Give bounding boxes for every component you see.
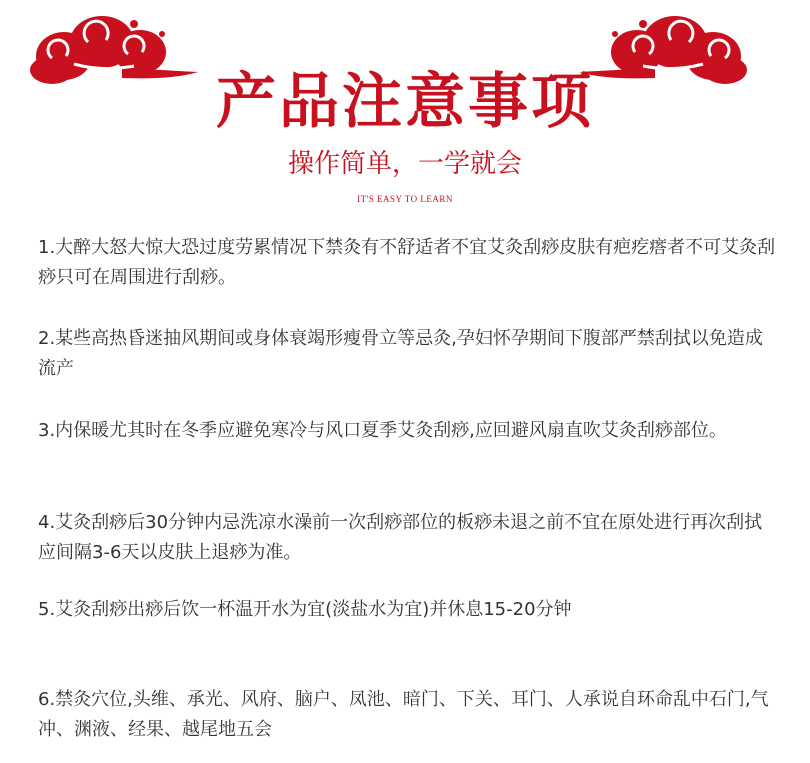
note-item-4: 4.艾灸刮痧后30分钟内忌洗凉水澡前一次刮痧部位的板痧未退之前不宜在原处进行再次刮拭应间隔3-6天以皮肤上退痧为准。 (38, 512, 763, 563)
english-tagline: IT'S EASY TO LEARN (357, 194, 453, 204)
page-title: 产品注意事项 (216, 67, 594, 137)
page-subtitle: 操作简单，一学就会 (287, 149, 522, 179)
note-item-5: 5.艾灸刮痧出痧后饮一杯温开水为宜(淡盐水为宜)并休息15-20分钟 (38, 599, 572, 620)
note-item-6: 6.禁灸穴位,头维、承光、风府、脑户、凤池、暗门、下关、耳门、人承说自环命乱中石门,气冲、渊液、经果、越尾地五会 (38, 689, 769, 740)
note-item-3: 3.内保暖尤其时在冬季应避免寒冷与风口夏季艾灸刮痧,应回避风扇直吹艾灸刮痧部位。 (38, 420, 727, 441)
note-item-2: 2.某些高热昏迷抽风期间或身体衰竭形瘦骨立等忌灸,孕妇怀孕期间下腹部严禁刮拭以免造成流产 (38, 328, 763, 379)
note-item-1: 1.大醉大怒大惊大恐过度劳累情况下禁灸有不舒适者不宜艾灸刮痧皮肤有疤疙瘩者不可艾灸刮痧只可在周围进行刮痧。 (38, 237, 776, 288)
